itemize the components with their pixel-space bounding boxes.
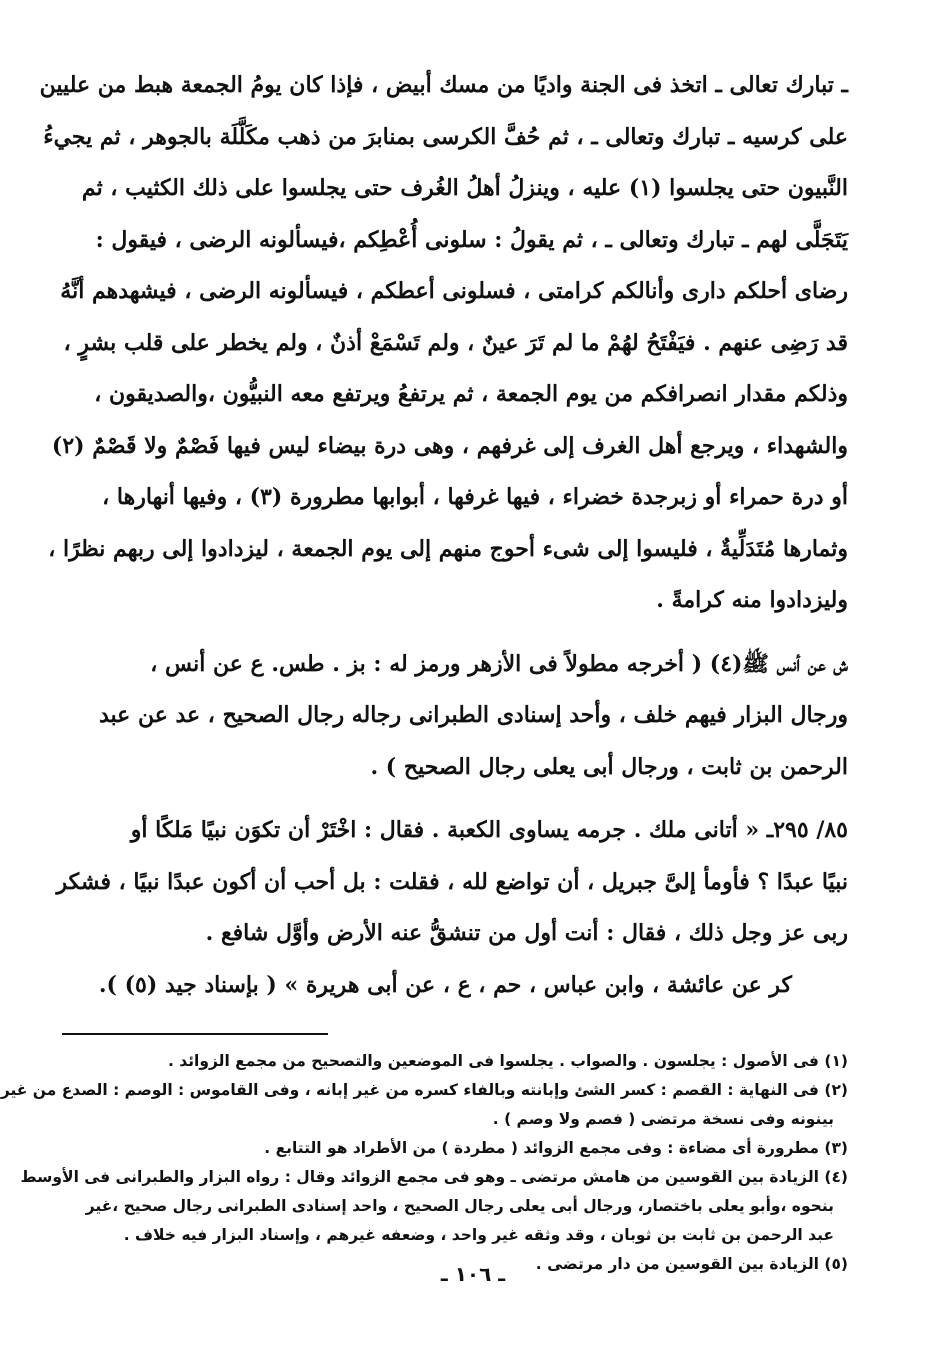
book-page [0, 60, 848, 1310]
footnote-line: عبد الرحمن بن ثابت بن ثوبان ، وقد وثقه غير واحد ، وضعفه غيرهم ، وإسناد البزار فيه خلاف . [123, 1226, 834, 1244]
text-line: كر عن عائشة ، وابن عباس ، حم ، ع ، عن أبى هريرة » ( بإسناد جيد (٥) ). [98, 971, 792, 998]
source-citation-paragraph [62, 639, 848, 794]
footnotes [0, 1047, 848, 1279]
footnote-1 [62, 1047, 848, 1076]
text-line: وذلكم مقدار انصرافكم من يوم الجمعة ، ثم يرتفعُ ويرتفع معه النبيُّون ،والصديقون ، [94, 381, 848, 407]
text-line: والشهداء ، ويرجع أهل الغرف إلى غرفهم ، وهى درة بيضاء ليس فيها فَصْمٌ ولا قَصْمٌ (٢) [51, 432, 848, 459]
footnote-line: (٣) مطرورة أى مضاءة : وفى مجمع الزوائد ( مطردة ) من الأطراد هو التتابع . [264, 1139, 848, 1157]
text-line: وثمارها مُتَدَلِّيةٌ ، فليسوا إلى شىء أحوج منهم إلى يوم الجمعة ، ليزدادوا إلى ربهم نظرًا ، [48, 535, 848, 562]
text-line: قد رَضِى عنهم . فيَفْتَحُ لهُمْ ما لم تَرَ عينٌ ، ولم تَسْمَعْ أذنٌ ، ولم يخطر على قلب بشرٍ ، [63, 329, 848, 356]
hadith-295-citation [62, 960, 848, 1012]
text-line: وليزدادوا منه كرامةً . [656, 587, 848, 613]
footnote-line: بينونه وفى نسخة مرتضى ( فصم ولا وصم ) . [492, 1110, 834, 1128]
text-line: ربى عز وجل ذلك ، فقال : أنت أول من تنشقُّ عنه الأرض وأوَّل شافع . [205, 920, 848, 946]
footnote-3 [62, 1134, 848, 1163]
footnote-line: بنحوه ،وأبو يعلى باختصار، ورجال أبى يعلى رجال الصحيح ، واحد إسنادى الطبرانى رجال صحيح ،غير [85, 1197, 834, 1215]
footnote-line: (١) فى الأصول : يجلسون . والصواب . يجلسوا فى الموضعين والتصحيح من مجمع الزوائد . [168, 1052, 848, 1070]
footnote-line: (٥) الزيادة بين القوسين من دار مرتضى . [535, 1255, 848, 1273]
text-line: ورجال البزار فيهم خلف ، وأحد إسنادى الطبرانى رجاله رجال الصحيح ، عد عن عبد [98, 702, 848, 728]
hadith-295-paragraph [56, 805, 848, 960]
footnote-4 [20, 1163, 848, 1250]
page-number: ـ ١٠٦ ـ [440, 1262, 506, 1286]
paragraph-gap [62, 793, 848, 805]
text-line: الرحمن بن ثابت ، ورجال أبى يعلى رجال الصحيح ) . [370, 753, 848, 780]
text-line: النَّبيون حتى يجلسوا (١) عليه ، وينزلُ أهلُ الغُرف حتى يجلسوا على ذلك الكثيب ، ثم [81, 175, 848, 201]
main-text [39, 60, 848, 1011]
footnote-separator [62, 1033, 328, 1035]
text-line: على كرسيه ـ تبارك وتعالى ـ ، ثم حُفَّ الكرسى بمنابرَ من ذهب مكَلَّلَة بالجوهر ، ثم يجيءُ [43, 123, 848, 150]
text-line: نبيًا عبدًا ؟ فأومأ إلىَّ جبريل ، أن تواضع لله ، فقلت : بل أحب أن أكون عبدًا نبيًا ، فشكر [56, 868, 848, 895]
footnote-2 [0, 1076, 848, 1134]
text-line: يَتَجَلَّى لهم ـ تبارك وتعالى ـ ، ثم يقولُ : سلونى أُعْطِكم ،فيسألونه الرضى ، فيقول : [95, 226, 848, 253]
text-line: رضاى أحلكم دارى وأنالكم كرامتى ، فسلونى أعطكم ، فيسألونه الرضى ، فيشهدهم أنَّهُ [60, 278, 848, 304]
text-line: ٨٥/ ٢٩٥ـ « أتانى ملك . جرمه يساوى الكعبة . فقال : اخْتَرْ أن تكوَن نبيًا مَلكًا أو [130, 817, 848, 843]
paragraph-gap [62, 627, 848, 639]
footnote-line: (٤) الزيادة بين القوسين من هامش مرتضى ـ وهو فى مجمع الزوائد وقال : رواه البزار والطبرانى فى الأوسط [20, 1168, 848, 1186]
text-line: أو درة حمراء أو زبرجدة خضراء ، فيها غرفها ، أبوابها مطرورة (٣) ، وفيها أنهارها ، [102, 484, 848, 510]
footnote-line: (٢) فى النهاية : القصم : كسر الشئ وإبانته وبالفاء كسره من غير إبانه ، وفى القاموس : الوصم : الصدع من غير [0, 1081, 848, 1099]
text-line: ـ تبارك تعالى ـ اتخذ فى الجنة واديًا من مسك أبيض ، فإذا كان يومُ الجمعة هبط من عليين [39, 72, 848, 98]
hadith-text-paragraph [39, 60, 848, 627]
text-line: ش عن أنس ﷺ(٤) ( أخرجه مطولاً فى الأزهر ورمز له : بز . طس. ع عن أنس ، [150, 650, 848, 677]
